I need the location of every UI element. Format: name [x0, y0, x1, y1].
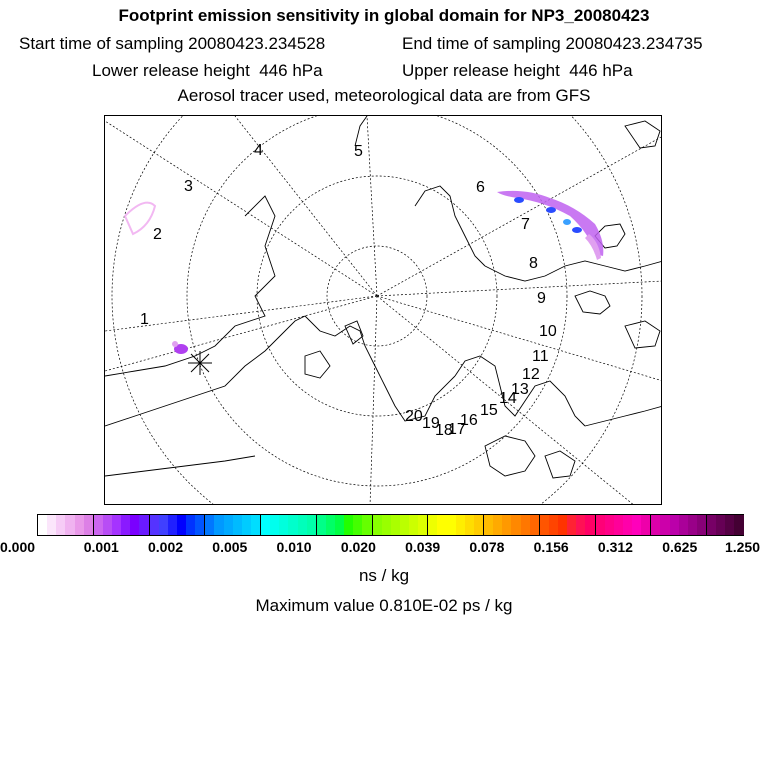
day-label-13: 13: [511, 381, 529, 398]
day-label-3: 3: [184, 178, 193, 195]
colorbar-tick-label: 0.625: [662, 539, 698, 555]
colorbar-cell: [493, 515, 502, 535]
colorbar-cell: [84, 515, 93, 535]
lower-height-label: Lower release height 446 hPa: [92, 61, 323, 80]
colorbar-tick-label: 0.039: [405, 539, 441, 555]
colorbar-tick-label: 0.020: [340, 539, 376, 555]
day-label-15: 15: [480, 402, 498, 419]
colorbar-cell: [418, 515, 427, 535]
colorbar-tick-label: 0.005: [212, 539, 248, 555]
colorbar-cell: [614, 515, 623, 535]
colorbar-cell: [168, 515, 177, 535]
colorbar-cell: [670, 515, 679, 535]
map-canvas: [105, 116, 662, 505]
colorbar-cell: [288, 515, 297, 535]
colorbar-cell: [224, 515, 233, 535]
colorbar-cell: [474, 515, 483, 535]
colorbar-cell: [372, 515, 382, 535]
day-label-5: 5: [354, 143, 363, 160]
day-label-12: 12: [522, 366, 540, 383]
colorbar-cell: [75, 515, 84, 535]
colorbar-cell: [725, 515, 734, 535]
colorbar-unit: ns / kg: [358, 566, 410, 585]
colorbar-cell: [270, 515, 279, 535]
day-label-14: 14: [499, 390, 517, 407]
colorbar-cell: [623, 515, 632, 535]
colorbar-tick-label: 0.156: [533, 539, 569, 555]
colorbar: [37, 514, 744, 536]
graticule: [105, 116, 662, 505]
colorbar-cell: [186, 515, 195, 535]
colorbar-cell: [391, 515, 400, 535]
colorbar-cell: [539, 515, 549, 535]
map-title: Footprint emission sensitivity in global domain for NP3_20080423: [118, 6, 650, 25]
day-label-1: 1: [140, 311, 149, 328]
polar-map: [104, 115, 662, 505]
colorbar-tick-label: 0.002: [148, 539, 184, 555]
colorbar-cell: [242, 515, 251, 535]
colorbar-cell: [465, 515, 474, 535]
colorbar-cell: [149, 515, 159, 535]
start-time-label: Start time of sampling 20080423.234528: [19, 34, 326, 53]
colorbar-cell: [214, 515, 223, 535]
colorbar-cell: [47, 515, 56, 535]
colorbar-cell: [447, 515, 456, 535]
day-label-18: 18: [435, 422, 453, 439]
colorbar-cell: [353, 515, 362, 535]
day-label-2: 2: [153, 226, 162, 243]
colorbar-cell: [641, 515, 650, 535]
colorbar-ticks: [0, 539, 768, 559]
colorbar-tick-label: 0.010: [276, 539, 312, 555]
release-marker: [188, 351, 212, 375]
colorbar-tick-label: 0.078: [469, 539, 505, 555]
colorbar-cell: [549, 515, 558, 535]
colorbar-cell: [679, 515, 688, 535]
colorbar-cell: [605, 515, 614, 535]
colorbar-cell: [65, 515, 74, 535]
day-label-19: 19: [422, 415, 440, 432]
colorbar-cell: [204, 515, 214, 535]
colorbar-cell: [139, 515, 148, 535]
day-label-7: 7: [521, 216, 530, 233]
colorbar-cell: [697, 515, 706, 535]
colorbar-tick-label: 1.250: [724, 539, 760, 555]
colorbar-tick-label: 0.312: [597, 539, 633, 555]
colorbar-cell: [38, 515, 47, 535]
colorbar-cell: [576, 515, 585, 535]
colorbar-cell: [567, 515, 576, 535]
colorbar-cell: [437, 515, 446, 535]
colorbar-cell: [585, 515, 594, 535]
colorbar-cell: [233, 515, 242, 535]
colorbar-cell: [483, 515, 493, 535]
colorbar-cell: [251, 515, 260, 535]
colorbar-cell: [502, 515, 511, 535]
colorbar-cell: [316, 515, 326, 535]
colorbar-cell: [632, 515, 641, 535]
colorbar-cell: [511, 515, 520, 535]
colorbar-cell: [400, 515, 409, 535]
upper-height-label: Upper release height 446 hPa: [402, 61, 633, 80]
colorbar-cell: [195, 515, 204, 535]
colorbar-cell: [121, 515, 130, 535]
colorbar-tick-label: 0.000: [0, 539, 36, 555]
colorbar-cell: [660, 515, 669, 535]
colorbar-cell: [706, 515, 716, 535]
colorbar-cell: [409, 515, 418, 535]
colorbar-cell: [650, 515, 660, 535]
day-label-6: 6: [476, 179, 485, 196]
colorbar-cell: [103, 515, 112, 535]
day-label-20: 20: [405, 408, 423, 425]
coastlines: [105, 116, 662, 478]
colorbar-cell: [344, 515, 353, 535]
day-label-9: 9: [537, 290, 546, 307]
colorbar-cell: [56, 515, 65, 535]
colorbar-cell: [260, 515, 270, 535]
aerosol-note: Aerosol tracer used, meteorological data are from GFS: [177, 86, 591, 105]
colorbar-cell: [595, 515, 605, 535]
day-label-10: 10: [539, 323, 557, 340]
colorbar-cell: [112, 515, 121, 535]
colorbar-cell: [335, 515, 344, 535]
colorbar-cell: [530, 515, 539, 535]
colorbar-cell: [382, 515, 391, 535]
day-label-11: 11: [532, 348, 549, 365]
day-label-8: 8: [529, 255, 538, 272]
colorbar-cell: [362, 515, 371, 535]
day-label-17: 17: [448, 421, 466, 438]
colorbar-cell: [159, 515, 168, 535]
colorbar-cell: [456, 515, 465, 535]
colorbar-cell: [427, 515, 437, 535]
colorbar-cell: [279, 515, 288, 535]
colorbar-cell: [521, 515, 530, 535]
colorbar-cell: [326, 515, 335, 535]
colorbar-cell: [558, 515, 567, 535]
colorbar-tick-label: 0.001: [83, 539, 119, 555]
colorbar-cell: [93, 515, 103, 535]
end-time-label: End time of sampling 20080423.234735: [402, 34, 703, 53]
colorbar-cell: [130, 515, 139, 535]
colorbar-cell: [307, 515, 316, 535]
maximum-value: Maximum value 0.810E-02 ps / kg: [255, 596, 513, 615]
colorbar-cell: [298, 515, 307, 535]
day-label-4: 4: [254, 142, 263, 159]
colorbar-cell: [734, 515, 743, 535]
day-label-16: 16: [460, 412, 478, 429]
colorbar-cell: [688, 515, 697, 535]
colorbar-cell: [716, 515, 725, 535]
colorbar-cell: [177, 515, 186, 535]
